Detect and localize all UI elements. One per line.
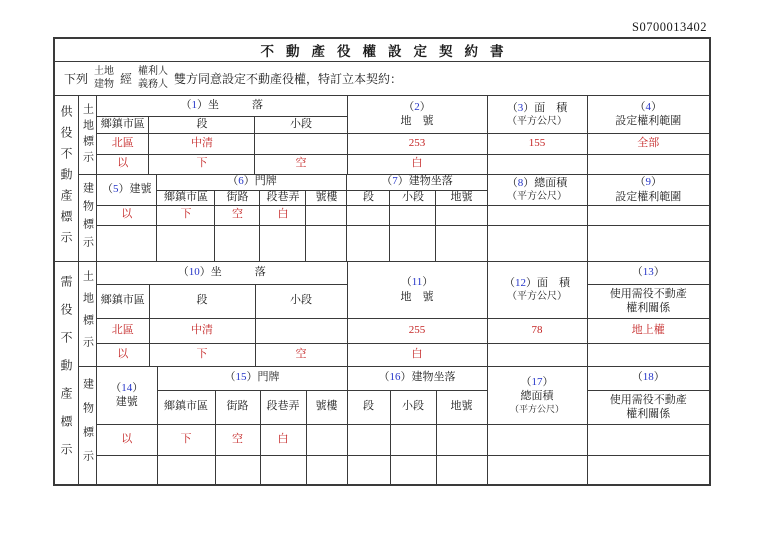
header-area: （12）面 積 （平方公尺） <box>487 262 587 318</box>
value-section: 中清 <box>149 318 255 343</box>
header-usage-relation: 使用需役不動產 權利關係 <box>587 284 709 318</box>
value-land-no: 253 <box>347 133 487 154</box>
dominant-building-table <box>97 367 709 484</box>
header-land-no: （11） 地 號 <box>347 262 487 318</box>
value-scope <box>587 154 709 174</box>
header-area: （3）面 積 （平方公尺） <box>487 96 587 133</box>
preamble-prefix: 下列 <box>64 72 89 86</box>
value-street <box>215 455 260 484</box>
header-township: 鄉鎮市區 <box>97 116 149 133</box>
preamble-party-obligee: 權利人 <box>138 66 169 77</box>
value-total-area <box>487 225 587 261</box>
header-land-no: （2） 地 號 <box>347 96 487 133</box>
header-section: 段 <box>347 390 390 424</box>
header-township: 鄉鎮市區 <box>157 190 215 205</box>
value-township: 下 <box>157 424 215 455</box>
value-township: 下 <box>157 205 215 225</box>
value-subsection <box>255 318 347 343</box>
header-township: 鄉鎮市區 <box>157 390 215 424</box>
value-area: 155 <box>487 133 587 154</box>
header-usage-relation-no: （18） <box>587 367 709 390</box>
value-section <box>347 205 390 225</box>
header-subsection: 小段 <box>390 390 436 424</box>
value-land-no <box>436 205 487 225</box>
value-township: 以 <box>97 343 149 366</box>
header-land-no: 地號 <box>436 190 487 205</box>
doc-number: S0700013402 <box>632 20 707 34</box>
value-total-area <box>487 455 587 484</box>
header-building-situs: （16）建物坐落 <box>347 367 487 390</box>
value-total-area <box>487 205 587 225</box>
header-total-area: （17） 總面積 （平方公尺） <box>487 367 587 424</box>
value-section <box>347 225 390 261</box>
header-door-plate: （15）門牌 <box>157 367 347 390</box>
header-scope: （4） 設定權利範圍 <box>587 96 709 133</box>
value-subsection <box>255 133 347 154</box>
header-subsection: 小段 <box>390 190 436 205</box>
value-building-no: 以 <box>97 424 157 455</box>
value-number <box>306 205 347 225</box>
header-usage-relation-no: （13） <box>587 262 709 284</box>
section-servient-label: 供役不動產標示 <box>55 96 79 261</box>
value-land-no <box>436 424 487 455</box>
value-township: 北區 <box>97 318 149 343</box>
value-street <box>215 225 260 261</box>
preamble-party-stack <box>138 66 168 91</box>
preamble-party-obligor: 義務人 <box>138 78 169 90</box>
value-usage-relation <box>587 455 709 484</box>
value-land-no <box>436 455 487 484</box>
header-situs: （10）坐 落 <box>97 262 347 284</box>
value-total-area <box>487 424 587 455</box>
preamble-object-land: 土地 <box>94 66 115 77</box>
value-land-no <box>436 225 487 261</box>
header-number: 號樓 <box>306 190 347 205</box>
preamble-object-building: 建物 <box>94 78 115 90</box>
servient-building-label: 建物標示 <box>79 175 97 261</box>
form-title: 不動產役權設定契約書 <box>55 39 709 62</box>
servient-land-block <box>79 96 709 174</box>
value-number <box>306 455 347 484</box>
preamble-statement: 雙方同意設定不動產役權，特訂立本契約： <box>174 72 403 86</box>
value-land-no: 白 <box>347 154 487 174</box>
preamble <box>55 62 709 96</box>
contract-form <box>53 37 711 486</box>
value-lane: 白 <box>260 424 306 455</box>
header-usage-relation: 使用需役不動產 權利關係 <box>587 390 709 424</box>
value-land-no: 255 <box>347 318 487 343</box>
value-number <box>306 225 347 261</box>
value-scope <box>587 225 709 261</box>
value-subsection <box>390 225 436 261</box>
value-land-no: 白 <box>347 343 487 366</box>
value-area: 78 <box>487 318 587 343</box>
value-building-no <box>97 225 157 261</box>
header-lane: 段巷弄 <box>260 190 306 205</box>
header-total-area: （8）總面積 （平方公尺） <box>487 175 587 205</box>
header-situs: （1）坐 落 <box>97 96 347 116</box>
header-subsection: 小段 <box>255 116 347 133</box>
dominant-building-label: 建物標示 <box>79 367 97 484</box>
value-subsection: 空 <box>255 343 347 366</box>
value-section <box>347 455 390 484</box>
header-subsection: 小段 <box>255 284 347 318</box>
value-usage-relation: 地上權 <box>587 318 709 343</box>
servient-land-label: 土地標示 <box>79 96 97 174</box>
header-street: 街路 <box>215 390 260 424</box>
servient-building-table <box>97 175 709 261</box>
section-dominant <box>55 261 709 484</box>
value-scope <box>587 205 709 225</box>
servient-land-table <box>97 96 709 174</box>
value-township: 以 <box>97 154 149 174</box>
dominant-land-block <box>79 262 709 366</box>
value-section: 下 <box>149 154 255 174</box>
value-section <box>347 424 390 455</box>
value-section: 中清 <box>149 133 255 154</box>
header-section: 段 <box>149 284 255 318</box>
header-building-no: （14） 建號 <box>97 367 157 424</box>
value-area <box>487 154 587 174</box>
header-township: 鄉鎮市區 <box>97 284 149 318</box>
value-area <box>487 343 587 366</box>
dominant-building-block <box>79 366 709 484</box>
value-subsection <box>390 455 436 484</box>
preamble-object-stack <box>94 66 114 91</box>
preamble-via: 經 <box>120 72 133 86</box>
header-scope: （9） 設定權利範圍 <box>587 175 709 205</box>
header-door-plate: （6）門牌 <box>157 175 347 190</box>
header-building-situs: （7）建物坐落 <box>347 175 487 190</box>
value-township <box>157 455 215 484</box>
value-lane <box>260 455 306 484</box>
header-section: 段 <box>149 116 255 133</box>
dominant-land-label: 土地標示 <box>79 262 97 366</box>
header-section: 段 <box>347 190 390 205</box>
value-street: 空 <box>215 205 260 225</box>
header-land-no: 地號 <box>436 390 487 424</box>
value-subsection <box>390 205 436 225</box>
dominant-land-table <box>97 262 709 366</box>
value-usage-relation <box>587 343 709 366</box>
value-township: 北區 <box>97 133 149 154</box>
header-lane: 段巷弄 <box>260 390 306 424</box>
value-lane <box>260 225 306 261</box>
value-usage-relation <box>587 424 709 455</box>
value-lane: 白 <box>260 205 306 225</box>
section-servient <box>55 96 709 261</box>
header-street: 街路 <box>215 190 260 205</box>
header-building-no: （5）建號 <box>97 175 157 205</box>
value-street: 空 <box>215 424 260 455</box>
value-township <box>157 225 215 261</box>
value-subsection <box>390 424 436 455</box>
header-number: 號樓 <box>306 390 347 424</box>
value-scope: 全部 <box>587 133 709 154</box>
value-building-no <box>97 455 157 484</box>
value-subsection: 空 <box>255 154 347 174</box>
value-building-no: 以 <box>97 205 157 225</box>
servient-building-block <box>79 174 709 261</box>
value-section: 下 <box>149 343 255 366</box>
section-dominant-label: 需役不動產標示 <box>55 262 79 484</box>
value-number <box>306 424 347 455</box>
